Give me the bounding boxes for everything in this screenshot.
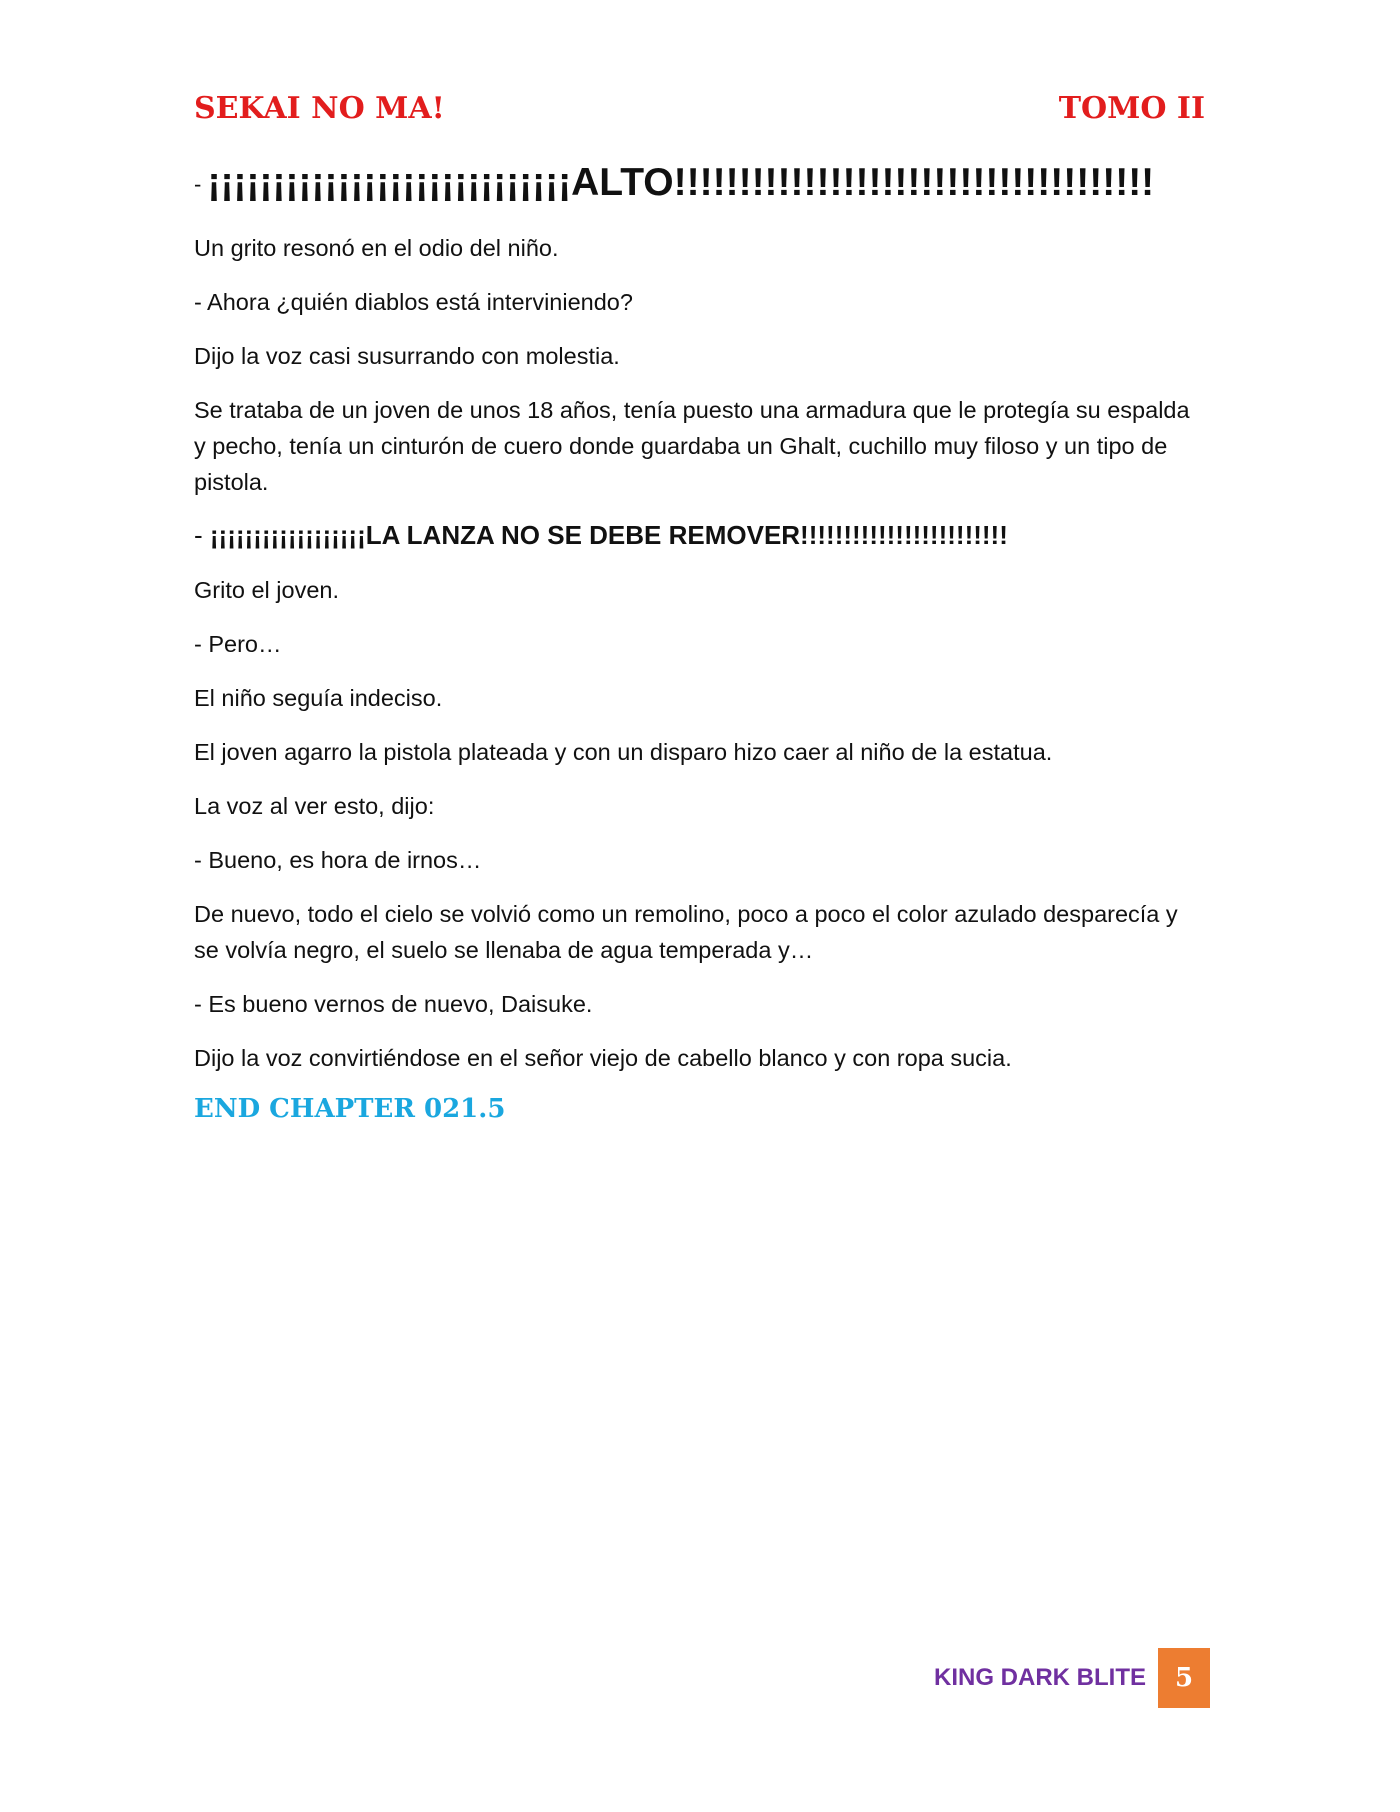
paragraph: - Ahora ¿quién diablos está interviniendo? (194, 288, 633, 315)
header-right-title: TOMO II (1058, 90, 1205, 126)
paragraph: Dijo la voz casi susurrando con molestia. (194, 342, 620, 369)
paragraph: Grito el joven. (194, 576, 339, 603)
page-header (194, 88, 1205, 128)
shout-text-alto: ¡¡¡¡¡¡¡¡¡¡¡¡¡¡¡¡¡¡¡¡¡¡¡¡¡¡¡¡ALTO!!!!!!!!!!!!!!!!!!!!!!!!!!!!!!!!!!!!! (207, 161, 1155, 204)
shout-text-lanza: ¡¡¡¡¡¡¡¡¡¡¡¡¡¡¡¡¡¡LA LANZA NO SE DEBE REMOVER!!!!!!!!!!!!!!!!!!!!!!!! (209, 519, 1008, 550)
shout-line-lanza (194, 518, 1206, 552)
footer-author: KING DARK BLITE (934, 1664, 1146, 1691)
page-body (194, 160, 1206, 1124)
paragraph: De nuevo, todo el cielo se volvió como un remolino, poco a poco el color azulado desparecía y se volvía negro, el suelo se llenaba de agua temperada y… (194, 900, 1178, 963)
dialogue-dash: - (194, 519, 210, 550)
page-number-badge: 5 (1158, 1648, 1210, 1708)
paragraph: - Pero… (194, 630, 282, 657)
page-footer (934, 1648, 1210, 1708)
paragraph: - Es bueno vernos de nuevo, Daisuke. (194, 990, 593, 1017)
paragraph: - Bueno, es hora de irnos… (194, 846, 482, 873)
header-left-title: SEKAI NO MA! (194, 90, 445, 126)
paragraph: Dijo la voz convirtiéndose en el señor viejo de cabello blanco y con ropa sucia. (194, 1044, 1012, 1071)
dialogue-dash: - (194, 171, 208, 197)
paragraph: El joven agarro la pistola plateada y con un disparo hizo caer al niño de la estatua. (194, 738, 1053, 765)
paragraph: Se trataba de un joven de unos 18 años, tenía puesto una armadura que le protegía su espalda y pecho, tenía un cinturón de cuero donde guardaba un Ghalt, cuchillo muy filoso y un tipo de pistola. (194, 396, 1190, 495)
paragraph: El niño seguía indeciso. (194, 684, 443, 711)
end-chapter-label: END CHAPTER 021.5 (194, 1093, 506, 1124)
paragraph: Un grito resonó en el odio del niño. (194, 234, 559, 261)
paragraph: La voz al ver esto, dijo: (194, 792, 435, 819)
shout-line-alto (194, 160, 1206, 208)
